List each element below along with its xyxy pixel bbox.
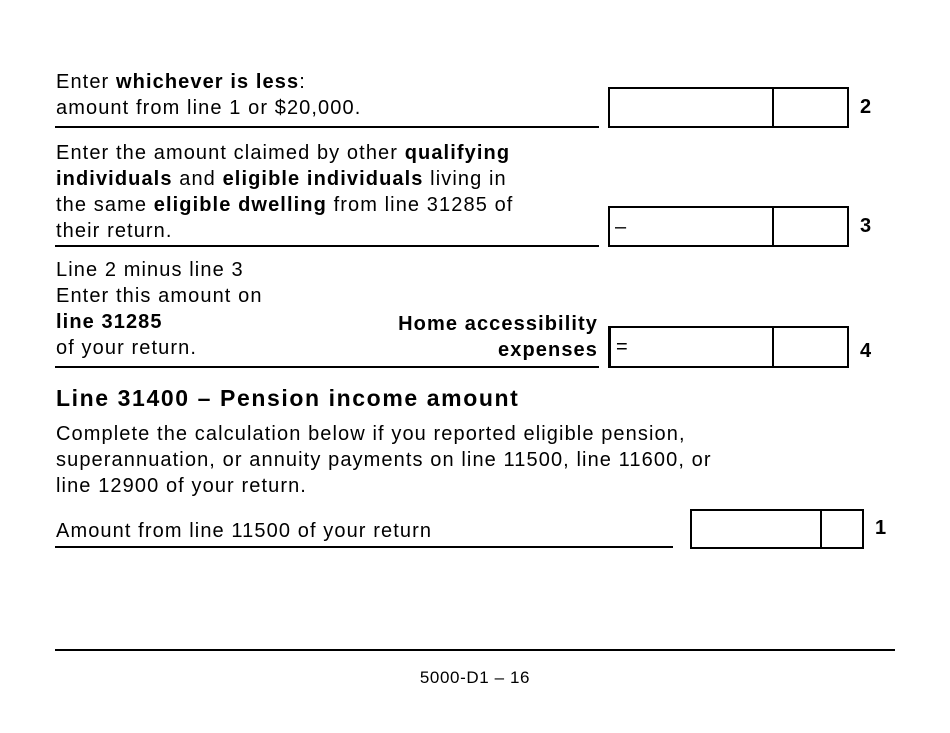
pension-line1-text: Amount from line 11500 of your return bbox=[56, 520, 433, 542]
line3-instruction-row1 bbox=[56, 140, 510, 166]
line3-cents-field[interactable] bbox=[774, 208, 847, 245]
line3-dollars-field[interactable] bbox=[610, 208, 774, 245]
line2-number: 2 bbox=[860, 96, 873, 118]
line3-underline bbox=[55, 245, 599, 247]
line3-minus-operator: – bbox=[615, 216, 628, 238]
line4-number: 4 bbox=[860, 340, 873, 362]
line4-dollars-field[interactable] bbox=[611, 328, 774, 366]
text-segment: the same bbox=[56, 194, 154, 216]
line2-cents-field[interactable] bbox=[774, 89, 847, 126]
line2-instruction-row2: amount from line 1 or $20,000. bbox=[56, 97, 362, 119]
line4-instruction-row1: Line 2 minus line 3 bbox=[56, 259, 244, 281]
text-segment: whichever is less bbox=[115, 71, 300, 93]
line4-underline bbox=[55, 366, 599, 368]
text-segment: Enter the amount claimed by other bbox=[56, 142, 405, 164]
footer-page-id: 5000-D1 – 16 bbox=[419, 668, 531, 687]
pension-line1-number: 1 bbox=[875, 517, 888, 539]
pension-line1-cents-field[interactable] bbox=[822, 511, 862, 547]
line4-amount-field[interactable] bbox=[608, 326, 849, 368]
text-segment: eligible individuals bbox=[222, 168, 424, 190]
text-segment: from line 31285 of bbox=[326, 194, 514, 216]
pension-line1-underline bbox=[55, 546, 673, 548]
text-segment: and bbox=[172, 168, 223, 190]
line4-equals-operator: = bbox=[616, 336, 629, 358]
line3-instruction-row2 bbox=[56, 166, 507, 192]
pension-line1-amount-field[interactable] bbox=[690, 509, 864, 549]
line3-instruction-row4: their return. bbox=[56, 220, 173, 242]
line4-instruction-row2: Enter this amount on bbox=[56, 285, 263, 307]
line3-amount-field[interactable] bbox=[608, 206, 849, 247]
footer-rule bbox=[55, 649, 895, 651]
pension-line1-dollars-field[interactable] bbox=[692, 511, 822, 547]
line3-number: 3 bbox=[860, 215, 873, 237]
line2-amount-field[interactable] bbox=[608, 87, 849, 128]
line4-label-row2: expenses bbox=[498, 339, 598, 361]
text-segment: : bbox=[299, 71, 306, 93]
pension-intro-row1: Complete the calculation below if you reported eligible pension, bbox=[56, 423, 686, 445]
text-segment: Enter bbox=[56, 71, 116, 93]
line2-underline bbox=[55, 126, 599, 128]
line4-cents-field[interactable] bbox=[774, 328, 847, 366]
pension-intro-row2: superannuation, or annuity payments on line 11500, line 11600, or bbox=[56, 449, 712, 471]
line4-instruction-row4: of your return. bbox=[56, 337, 198, 359]
line2-instruction-row1 bbox=[56, 69, 306, 95]
line4-label-row1: Home accessibility bbox=[398, 313, 598, 335]
text-segment: individuals bbox=[56, 168, 173, 190]
text-segment: qualifying bbox=[404, 142, 511, 164]
line2-dollars-field[interactable] bbox=[610, 89, 774, 126]
text-segment: eligible dwelling bbox=[153, 194, 327, 216]
pension-intro-row3: line 12900 of your return. bbox=[56, 475, 307, 497]
line4-instruction-row3: line 31285 bbox=[56, 311, 163, 333]
text-segment: living in bbox=[423, 168, 507, 190]
pension-section-heading: Line 31400 – Pension income amount bbox=[56, 385, 520, 411]
line3-instruction-row3 bbox=[56, 192, 513, 218]
